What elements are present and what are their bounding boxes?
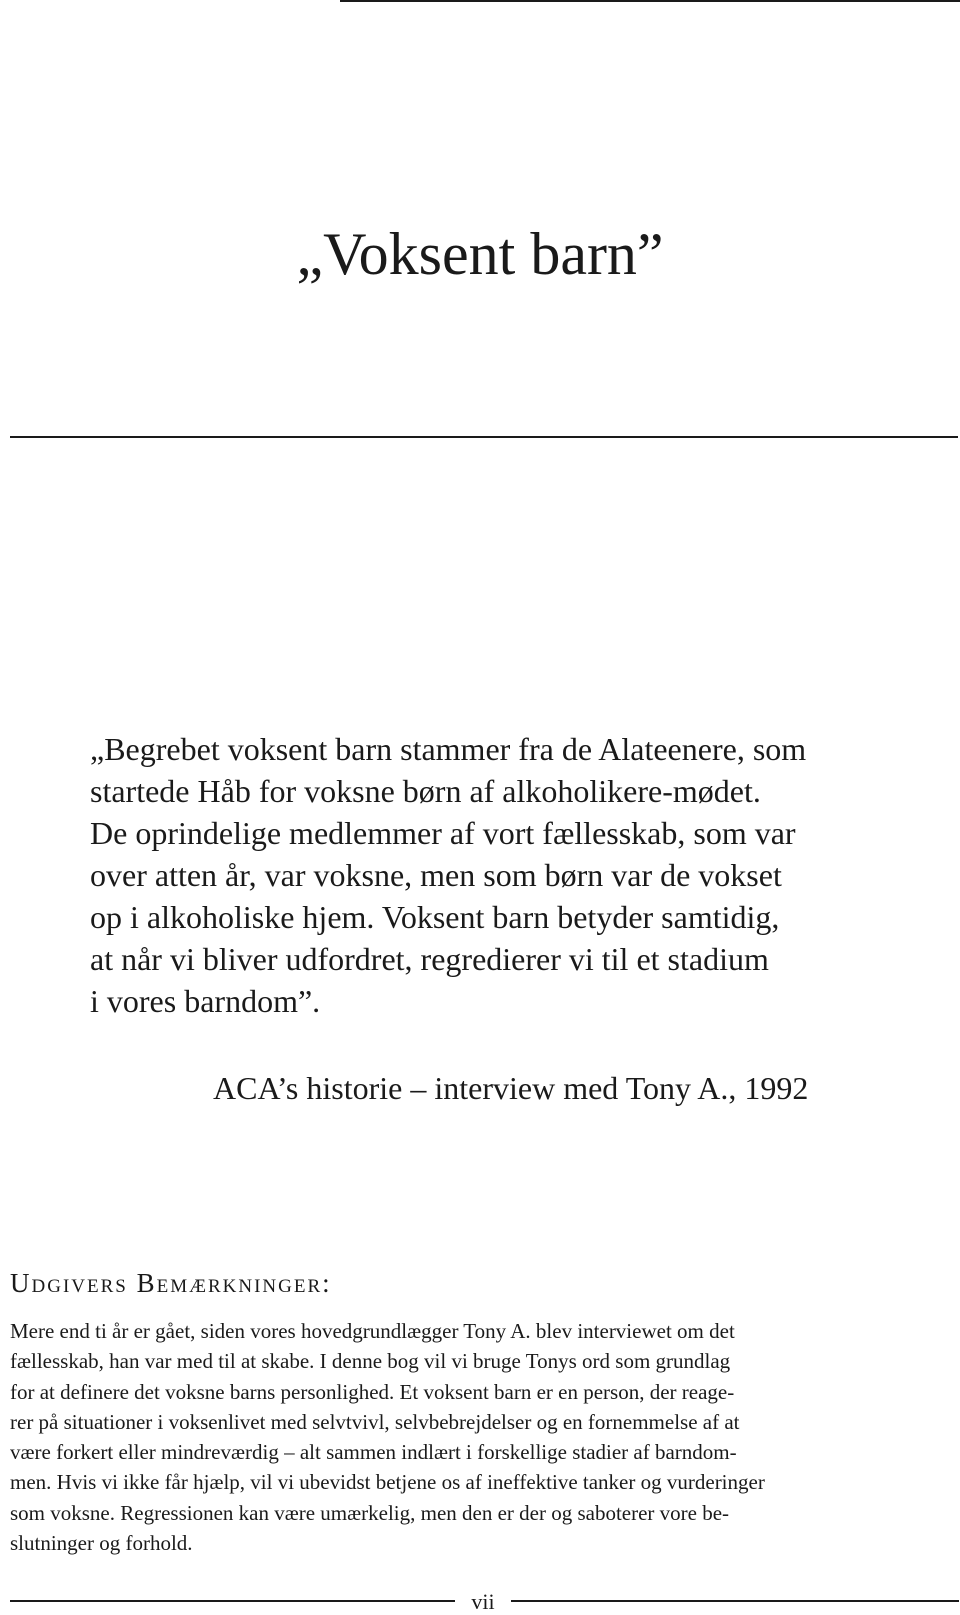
quote-line: i vores barndom”. — [90, 983, 321, 1019]
notes-line: for at definere det voksne barns personlighed. Et voksent barn er en person, der reage- — [10, 1379, 735, 1404]
publisher-notes-body — [10, 1316, 950, 1558]
epigraph-quote — [90, 728, 880, 1022]
quote-line: at når vi bliver udfordret, regredierer vi til et stadium — [90, 941, 769, 977]
notes-line: være forkert eller mindreværdig – alt sammen indlært i forskellige stadier af barndom- — [10, 1440, 737, 1465]
notes-line: fællesskab, han var med til at skabe. I denne bog vil vi bruge Tonys ord som grundlag — [10, 1349, 731, 1374]
quote-line: startede Håb for voksne børn af alkoholikere-mødet. — [90, 773, 761, 809]
page-number: vii — [471, 1589, 495, 1614]
quote-line: over atten år, var voksne, men som børn var de vokset — [90, 857, 782, 893]
quote-attribution: ACA’s historie – interview med Tony A., 1992 — [213, 1070, 809, 1106]
notes-line: som voksne. Regressionen kan være umærkelig, men den er der og saboterer vore be- — [10, 1500, 730, 1525]
title-divider — [10, 436, 958, 438]
quote-line: op i alkoholiske hjem. Voksent barn betyder samtidig, — [90, 899, 780, 935]
notes-line: rer på situationer i voksenlivet med selvtvivl, selvbebrejdelser og en fornemmelse af at — [10, 1409, 740, 1434]
notes-line: slutninger og forhold. — [10, 1531, 193, 1556]
notes-line: Mere end ti år er gået, siden vores hovedgrundlægger Tony A. blev interviewet om det — [10, 1319, 735, 1343]
footer-rule-right — [511, 1600, 959, 1602]
quote-line: „Begrebet voksent barn stammer fra de Alateenere, som — [90, 731, 807, 767]
footer-rule-left — [10, 1600, 455, 1602]
chapter-title: „Voksent barn” — [296, 221, 664, 287]
notes-line: men. Hvis vi ikke får hjælp, vil vi ubevidst betjene os af ineffektive tanker og vurderinger — [10, 1470, 765, 1495]
top-rule — [340, 0, 960, 2]
publisher-notes-heading: Udgivers Bemærkninger: — [10, 1268, 332, 1298]
quote-line: De oprindelige medlemmer af vort fællesskab, som var — [90, 815, 796, 851]
